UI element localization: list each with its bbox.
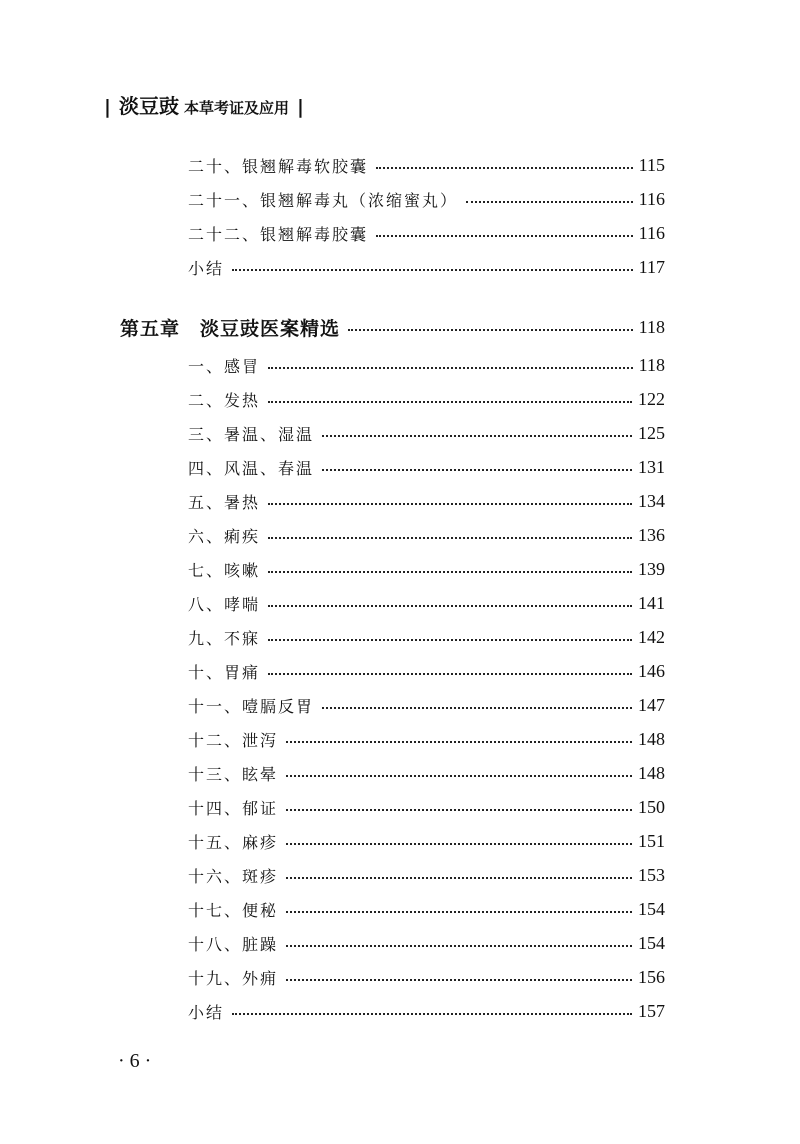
toc-entry-page: 139 [638, 558, 665, 579]
toc-entry-page: 122 [638, 388, 665, 409]
toc-entry[interactable] [188, 588, 665, 618]
dot-leader [268, 537, 632, 539]
toc-entry[interactable] [188, 486, 665, 516]
dot-leader [376, 235, 633, 237]
toc-entry-label: 八、哮喘 [188, 594, 261, 614]
toc-entry-label: 十一、噎膈反胃 [188, 696, 315, 716]
running-head-bar-right: | [296, 96, 304, 118]
toc-entry-label: 五、暑热 [188, 492, 261, 512]
toc-entry-label: 二、发热 [188, 390, 261, 410]
toc-entry-label: 六、痢疾 [188, 526, 261, 546]
dot-leader [376, 167, 633, 169]
toc-entry-label: 十六、斑疹 [188, 866, 279, 886]
toc-entry[interactable] [188, 860, 665, 890]
toc-entry-label: 十八、脏躁 [188, 934, 279, 954]
book-title: 淡豆豉 [118, 94, 179, 118]
toc-entry-label: 十七、便秘 [188, 900, 279, 920]
toc-entry-page: 154 [638, 932, 665, 953]
toc-entry-label: 十二、泄泻 [188, 730, 279, 750]
dot-leader [268, 571, 632, 573]
toc-entry-label: 小结 [188, 258, 225, 278]
toc-entry[interactable] [188, 184, 665, 214]
dot-leader [268, 639, 632, 641]
toc-entry[interactable] [188, 962, 665, 992]
toc-entry[interactable] [188, 520, 665, 550]
toc-entry-page: 146 [638, 660, 665, 681]
dot-leader [286, 775, 632, 777]
toc-entry[interactable] [188, 996, 665, 1026]
toc-entry-page: 136 [638, 524, 665, 545]
toc-entry-label: 九、不寐 [188, 628, 261, 648]
dot-leader [268, 367, 633, 369]
toc-entry[interactable] [188, 894, 665, 924]
book-subtitle: 本草考证及应用 [183, 99, 289, 117]
toc-entry[interactable] [188, 150, 665, 180]
toc-entry-page: 148 [638, 762, 665, 783]
dot-leader [268, 673, 632, 675]
dot-leader [286, 741, 632, 743]
page-number: · 6 · [118, 1050, 152, 1072]
toc-entry-label: 三、暑温、湿温 [188, 424, 315, 444]
dot-leader [322, 469, 632, 471]
toc-entry-page: 117 [638, 256, 665, 277]
dot-leader [268, 503, 632, 505]
toc-entry-page: 125 [638, 422, 665, 443]
toc-entry-page: 118 [638, 354, 665, 375]
toc-entry-page: 116 [638, 188, 665, 209]
dot-leader [286, 979, 632, 981]
dot-leader [286, 843, 632, 845]
dot-leader [268, 401, 632, 403]
toc-entry-label: 四、风温、春温 [188, 458, 315, 478]
toc-entry[interactable] [188, 452, 665, 482]
toc-entry-page: 142 [638, 626, 665, 647]
toc-chapter-entry[interactable] [120, 312, 665, 342]
toc-entry-label: 十、胃痛 [188, 662, 261, 682]
dot-leader [286, 945, 632, 947]
dot-leader [232, 269, 633, 271]
dot-leader [286, 911, 632, 913]
toc-entry-label: 七、咳嗽 [188, 560, 261, 580]
dot-leader [348, 329, 633, 331]
dot-leader [466, 201, 633, 203]
toc-entry-page: 150 [638, 796, 665, 817]
toc-entry-page: 147 [638, 694, 665, 715]
chapter-title: 淡豆豉医案精选 [200, 317, 341, 340]
toc-entry[interactable] [188, 928, 665, 958]
toc-entry[interactable] [188, 656, 665, 686]
toc-entry[interactable] [188, 350, 665, 380]
dot-leader [322, 435, 632, 437]
toc-entry[interactable] [188, 218, 665, 248]
toc-entry-page: 151 [638, 830, 665, 851]
toc-entry[interactable] [188, 554, 665, 584]
toc-entry-label: 二十一、银翘解毒丸（浓缩蜜丸） [188, 190, 459, 210]
toc-entry-page: 156 [638, 966, 665, 987]
toc-entry[interactable] [188, 418, 665, 448]
toc-entry[interactable] [188, 826, 665, 856]
toc-entry-page: 153 [638, 864, 665, 885]
toc-entry[interactable] [188, 252, 665, 282]
running-head-bar-left: | [104, 96, 111, 118]
toc-entry-label: 十四、郁证 [188, 798, 279, 818]
toc-entry[interactable] [188, 622, 665, 652]
toc-entry[interactable] [188, 792, 665, 822]
toc-entry-page: 134 [638, 490, 665, 511]
dot-leader [232, 1013, 632, 1015]
toc-entry-page: 148 [638, 728, 665, 749]
toc-entry-page: 157 [638, 1000, 665, 1021]
toc-entry-label: 十三、眩晕 [188, 764, 279, 784]
toc-entry-label: 十九、外痈 [188, 968, 279, 988]
dot-leader [268, 605, 632, 607]
toc-entry[interactable] [188, 690, 665, 720]
toc-entry-label: 十五、麻疹 [188, 832, 279, 852]
toc-chapter-label [120, 314, 340, 341]
toc-entry-label: 小结 [188, 1002, 225, 1022]
toc-entry-page: 115 [638, 154, 665, 175]
toc-entry[interactable] [188, 724, 665, 754]
chapter-number: 第五章 [120, 317, 181, 340]
toc-entry-label: 二十二、银翘解毒胶囊 [188, 224, 369, 244]
toc-chapter-page: 118 [638, 316, 665, 337]
toc-entry[interactable] [188, 758, 665, 788]
toc-entry-page: 141 [638, 592, 665, 613]
toc-entry-label: 二十、银翘解毒软胶囊 [188, 156, 369, 176]
toc-entry-page: 154 [638, 898, 665, 919]
toc-entry[interactable] [188, 384, 665, 414]
toc-entry-label: 一、感冒 [188, 356, 261, 376]
toc-entry-page: 131 [638, 456, 665, 477]
dot-leader [322, 707, 632, 709]
dot-leader [286, 877, 632, 879]
toc-entry-page: 116 [638, 222, 665, 243]
dot-leader [286, 809, 632, 811]
